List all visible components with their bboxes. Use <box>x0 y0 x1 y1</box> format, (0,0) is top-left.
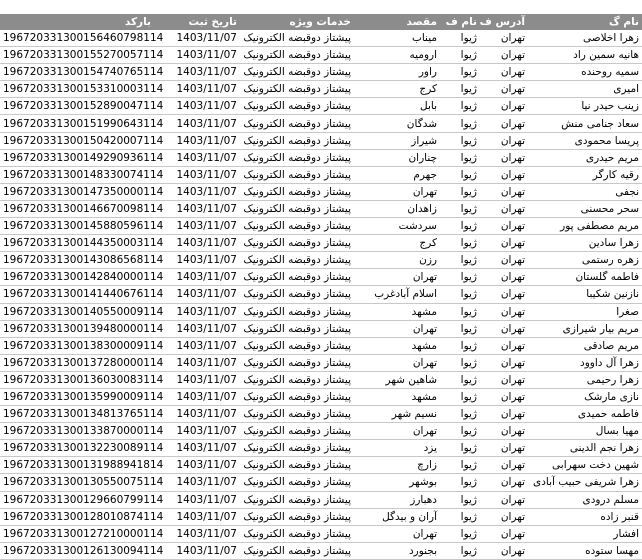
cell-service: پیشتاز دوقبضه الکترونیک <box>240 457 354 474</box>
table-row <box>0 166 642 183</box>
cell-recipient-name: پریسا محمودی <box>528 132 642 149</box>
cell-recipient-name: مریم مصطفی پور <box>528 218 642 235</box>
cell-destination: زارچ <box>354 457 440 474</box>
cell-sender-name: ژیوا <box>440 218 480 235</box>
cell-barcode: 196720331300147350000114 <box>0 183 154 200</box>
table-row <box>0 81 642 98</box>
cell-sender-address: تهران <box>480 371 528 388</box>
cell-recipient-name: مهیا بسال <box>528 423 642 440</box>
cell-sender-name: ژیوا <box>440 354 480 371</box>
header-barcode: بارکد <box>0 14 154 30</box>
cell-sender-name: ژیوا <box>440 388 480 405</box>
cell-sender-address: تهران <box>480 440 528 457</box>
cell-date: 1403/11/07 <box>154 354 240 371</box>
cell-barcode: 196720331300130550075114 <box>0 474 154 491</box>
cell-sender-name: ژیوا <box>440 303 480 320</box>
cell-destination: ارومیه <box>354 47 440 64</box>
header-date: تاریخ ثبت <box>154 14 240 30</box>
cell-sender-address: تهران <box>480 406 528 423</box>
cell-sender-address: تهران <box>480 354 528 371</box>
cell-destination: چناران <box>354 149 440 166</box>
cell-recipient-name: فاطمه گلستان <box>528 269 642 286</box>
cell-sender-name: ژیوا <box>440 149 480 166</box>
cell-sender-address: تهران <box>480 47 528 64</box>
cell-sender-address: تهران <box>480 200 528 217</box>
cell-recipient-name: مهسا ستوده <box>528 542 642 559</box>
cell-recipient-name: مریم صادقی <box>528 337 642 354</box>
table-row <box>0 354 642 371</box>
cell-destination: یزد <box>354 440 440 457</box>
cell-recipient-name: نازنین شکیبا <box>528 286 642 303</box>
table-row <box>0 388 642 405</box>
cell-barcode: 196720331300154740765114 <box>0 64 154 81</box>
table-row <box>0 269 642 286</box>
table-row <box>0 98 642 115</box>
cell-recipient-name: سحر محسنی <box>528 200 642 217</box>
cell-service: پیشتاز دوقبضه الکترونیک <box>240 218 354 235</box>
cell-destination: جهرم <box>354 166 440 183</box>
table-header <box>0 14 642 30</box>
cell-date: 1403/11/07 <box>154 337 240 354</box>
table-row <box>0 337 642 354</box>
cell-service: پیشتاز دوقبضه الکترونیک <box>240 525 354 542</box>
cell-date: 1403/11/07 <box>154 525 240 542</box>
cell-recipient-name: مریم حیدری <box>528 149 642 166</box>
cell-barcode: 196720331300139480000114 <box>0 320 154 337</box>
cell-service: پیشتاز دوقبضه الکترونیک <box>240 423 354 440</box>
cell-destination: آران و بیدگل <box>354 508 440 525</box>
cell-destination: تهران <box>354 354 440 371</box>
table-row <box>0 542 642 559</box>
cell-service: پیشتاز دوقبضه الکترونیک <box>240 474 354 491</box>
cell-sender-address: تهران <box>480 337 528 354</box>
cell-recipient-name: نجفی <box>528 183 642 200</box>
cell-date: 1403/11/07 <box>154 200 240 217</box>
cell-recipient-name: شهین دخت سهرابی <box>528 457 642 474</box>
cell-sender-address: تهران <box>480 508 528 525</box>
cell-recipient-name: زهرا نجم الدینی <box>528 440 642 457</box>
cell-service: پیشتاز دوقبضه الکترونیک <box>240 440 354 457</box>
cell-recipient-name: مسلم درودی <box>528 491 642 508</box>
cell-date: 1403/11/07 <box>154 371 240 388</box>
table-row <box>0 371 642 388</box>
cell-service: پیشتاز دوقبضه الکترونیک <box>240 371 354 388</box>
table-row <box>0 303 642 320</box>
cell-sender-address: تهران <box>480 423 528 440</box>
cell-recipient-name: زهرا اخلاصی <box>528 30 642 47</box>
cell-destination: تهران <box>354 269 440 286</box>
cell-destination: نسیم شهر <box>354 406 440 423</box>
cell-sender-address: تهران <box>480 303 528 320</box>
cell-service: پیشتاز دوقبضه الکترونیک <box>240 286 354 303</box>
table-row <box>0 235 642 252</box>
cell-service: پیشتاز دوقبضه الکترونیک <box>240 542 354 559</box>
cell-service: پیشتاز دوقبضه الکترونیک <box>240 200 354 217</box>
header-recipient-name: نام گ <box>528 14 642 30</box>
cell-barcode: 196720331300144350003114 <box>0 235 154 252</box>
cell-service: پیشتاز دوقبضه الکترونیک <box>240 81 354 98</box>
cell-recipient-name: سمیه روحنده <box>528 64 642 81</box>
cell-date: 1403/11/07 <box>154 474 240 491</box>
cell-service: پیشتاز دوقبضه الکترونیک <box>240 47 354 64</box>
cell-date: 1403/11/07 <box>154 98 240 115</box>
cell-sender-name: ژیوا <box>440 406 480 423</box>
cell-service: پیشتاز دوقبضه الکترونیک <box>240 64 354 81</box>
cell-sender-name: ژیوا <box>440 235 480 252</box>
cell-barcode: 196720331300151990643114 <box>0 115 154 132</box>
cell-sender-address: تهران <box>480 320 528 337</box>
cell-sender-name: ژیوا <box>440 474 480 491</box>
cell-sender-name: ژیوا <box>440 525 480 542</box>
cell-service: پیشتاز دوقبضه الکترونیک <box>240 337 354 354</box>
table-row <box>0 115 642 132</box>
cell-recipient-name: هانیه سمین راد <box>528 47 642 64</box>
cell-sender-name: ژیوا <box>440 320 480 337</box>
cell-barcode: 196720331300135990009114 <box>0 388 154 405</box>
cell-service: پیشتاز دوقبضه الکترونیک <box>240 388 354 405</box>
cell-barcode: 196720331300150420007114 <box>0 132 154 149</box>
cell-date: 1403/11/07 <box>154 457 240 474</box>
table-row <box>0 474 642 491</box>
header-row <box>0 14 642 30</box>
cell-barcode: 196720331300136030083114 <box>0 371 154 388</box>
cell-barcode: 196720331300134813765114 <box>0 406 154 423</box>
cell-barcode: 196720331300141440676114 <box>0 286 154 303</box>
cell-recipient-name: زهرا رحیمی <box>528 371 642 388</box>
cell-barcode: 196720331300155270057114 <box>0 47 154 64</box>
cell-barcode: 196720331300153310003114 <box>0 81 154 98</box>
table-row <box>0 525 642 542</box>
cell-destination: مشهد <box>354 388 440 405</box>
cell-date: 1403/11/07 <box>154 64 240 81</box>
cell-destination: تهران <box>354 423 440 440</box>
cell-destination: شدگان <box>354 115 440 132</box>
cell-destination: تهران <box>354 320 440 337</box>
cell-sender-address: تهران <box>480 286 528 303</box>
cell-destination: دهبارز <box>354 491 440 508</box>
cell-service: پیشتاز دوقبضه الکترونیک <box>240 269 354 286</box>
cell-destination: تهران <box>354 525 440 542</box>
cell-sender-name: ژیوا <box>440 286 480 303</box>
cell-sender-name: ژیوا <box>440 337 480 354</box>
cell-date: 1403/11/07 <box>154 47 240 64</box>
cell-recipient-name: مریم بیار شیرازی <box>528 320 642 337</box>
cell-barcode: 196720331300152890047114 <box>0 98 154 115</box>
cell-sender-name: ژیوا <box>440 457 480 474</box>
cell-sender-address: تهران <box>480 388 528 405</box>
header-sender-address: آدرس ف <box>480 14 528 30</box>
cell-date: 1403/11/07 <box>154 30 240 47</box>
cell-sender-address: تهران <box>480 269 528 286</box>
cell-service: پیشتاز دوقبضه الکترونیک <box>240 132 354 149</box>
cell-sender-name: ژیوا <box>440 30 480 47</box>
cell-date: 1403/11/07 <box>154 218 240 235</box>
table-row <box>0 406 642 423</box>
cell-sender-address: تهران <box>480 81 528 98</box>
cell-sender-address: تهران <box>480 218 528 235</box>
cell-destination: رزن <box>354 252 440 269</box>
cell-service: پیشتاز دوقبضه الکترونیک <box>240 149 354 166</box>
header-sender-name: نام ف <box>440 14 480 30</box>
cell-date: 1403/11/07 <box>154 115 240 132</box>
cell-sender-address: تهران <box>480 252 528 269</box>
cell-date: 1403/11/07 <box>154 269 240 286</box>
cell-sender-name: ژیوا <box>440 132 480 149</box>
cell-sender-name: ژیوا <box>440 252 480 269</box>
cell-service: پیشتاز دوقبضه الکترونیک <box>240 508 354 525</box>
table-body <box>0 30 642 559</box>
cell-service: پیشتاز دوقبضه الکترونیک <box>240 406 354 423</box>
cell-date: 1403/11/07 <box>154 491 240 508</box>
cell-date: 1403/11/07 <box>154 542 240 559</box>
cell-sender-name: ژیوا <box>440 542 480 559</box>
cell-sender-name: ژیوا <box>440 440 480 457</box>
cell-sender-name: ژیوا <box>440 115 480 132</box>
cell-sender-address: تهران <box>480 30 528 47</box>
cell-sender-name: ژیوا <box>440 508 480 525</box>
cell-recipient-name: زهرا آل داوود <box>528 354 642 371</box>
table-row <box>0 508 642 525</box>
cell-recipient-name: نازی مارشک <box>528 388 642 405</box>
cell-barcode: 196720331300143086568114 <box>0 252 154 269</box>
cell-service: پیشتاز دوقبضه الکترونیک <box>240 183 354 200</box>
cell-sender-name: ژیوا <box>440 64 480 81</box>
cell-date: 1403/11/07 <box>154 132 240 149</box>
cell-barcode: 196720331300140550009114 <box>0 303 154 320</box>
cell-barcode: 196720331300126130094114 <box>0 542 154 559</box>
cell-destination: شاهین شهر <box>354 371 440 388</box>
cell-recipient-name: افشار <box>528 525 642 542</box>
table-row <box>0 149 642 166</box>
cell-recipient-name: زینب حیدر نیا <box>528 98 642 115</box>
cell-sender-name: ژیوا <box>440 200 480 217</box>
table-row <box>0 200 642 217</box>
cell-destination: بابل <box>354 98 440 115</box>
cell-date: 1403/11/07 <box>154 81 240 98</box>
cell-date: 1403/11/07 <box>154 286 240 303</box>
cell-service: پیشتاز دوقبضه الکترونیک <box>240 98 354 115</box>
cell-sender-address: تهران <box>480 132 528 149</box>
cell-barcode: 196720331300142840000114 <box>0 269 154 286</box>
cell-destination: مشهد <box>354 303 440 320</box>
cell-date: 1403/11/07 <box>154 320 240 337</box>
cell-service: پیشتاز دوقبضه الکترونیک <box>240 491 354 508</box>
cell-destination: کرج <box>354 81 440 98</box>
cell-sender-name: ژیوا <box>440 423 480 440</box>
cell-sender-name: ژیوا <box>440 98 480 115</box>
cell-service: پیشتاز دوقبضه الکترونیک <box>240 354 354 371</box>
cell-recipient-name: زهره رستمی <box>528 252 642 269</box>
cell-destination: زاهدان <box>354 200 440 217</box>
cell-date: 1403/11/07 <box>154 440 240 457</box>
table-row <box>0 286 642 303</box>
shipment-table <box>0 14 642 560</box>
cell-recipient-name: امیری <box>528 81 642 98</box>
table-row <box>0 64 642 81</box>
table-row <box>0 252 642 269</box>
cell-date: 1403/11/07 <box>154 388 240 405</box>
table-row <box>0 440 642 457</box>
table-row <box>0 30 642 47</box>
cell-sender-address: تهران <box>480 491 528 508</box>
cell-sender-name: ژیوا <box>440 491 480 508</box>
cell-date: 1403/11/07 <box>154 508 240 525</box>
cell-sender-name: ژیوا <box>440 371 480 388</box>
cell-destination: بوشهر <box>354 474 440 491</box>
cell-recipient-name: فاطمه حمیدی <box>528 406 642 423</box>
table-row <box>0 457 642 474</box>
cell-barcode: 196720331300129660799114 <box>0 491 154 508</box>
cell-barcode: 196720331300146670098114 <box>0 200 154 217</box>
cell-destination: راور <box>354 64 440 81</box>
cell-sender-address: تهران <box>480 166 528 183</box>
cell-sender-name: ژیوا <box>440 81 480 98</box>
cell-date: 1403/11/07 <box>154 423 240 440</box>
table-row <box>0 132 642 149</box>
cell-sender-address: تهران <box>480 183 528 200</box>
cell-barcode: 196720331300127210000114 <box>0 525 154 542</box>
cell-recipient-name: صغرا <box>528 303 642 320</box>
cell-sender-name: ژیوا <box>440 166 480 183</box>
cell-destination: شیراز <box>354 132 440 149</box>
cell-date: 1403/11/07 <box>154 166 240 183</box>
cell-sender-name: ژیوا <box>440 47 480 64</box>
cell-date: 1403/11/07 <box>154 235 240 252</box>
table-row <box>0 47 642 64</box>
cell-sender-name: ژیوا <box>440 269 480 286</box>
cell-sender-address: تهران <box>480 474 528 491</box>
cell-service: پیشتاز دوقبضه الکترونیک <box>240 166 354 183</box>
cell-destination: سردشت <box>354 218 440 235</box>
cell-destination: مشهد <box>354 337 440 354</box>
cell-destination: کرج <box>354 235 440 252</box>
cell-recipient-name: قنبر زاده <box>528 508 642 525</box>
cell-sender-address: تهران <box>480 115 528 132</box>
cell-barcode: 196720331300149290936114 <box>0 149 154 166</box>
cell-sender-address: تهران <box>480 457 528 474</box>
table-row <box>0 423 642 440</box>
cell-date: 1403/11/07 <box>154 303 240 320</box>
cell-sender-address: تهران <box>480 235 528 252</box>
table-row <box>0 491 642 508</box>
cell-sender-address: تهران <box>480 98 528 115</box>
cell-barcode: 196720331300145880596114 <box>0 218 154 235</box>
cell-sender-address: تهران <box>480 525 528 542</box>
table-row <box>0 218 642 235</box>
cell-service: پیشتاز دوقبضه الکترونیک <box>240 115 354 132</box>
table-row <box>0 183 642 200</box>
cell-recipient-name: زهرا شریفی حبیب آبادی <box>528 474 642 491</box>
cell-recipient-name: زهرا سادین <box>528 235 642 252</box>
cell-barcode: 196720331300137280000114 <box>0 354 154 371</box>
cell-sender-address: تهران <box>480 542 528 559</box>
cell-service: پیشتاز دوقبضه الکترونیک <box>240 320 354 337</box>
cell-barcode: 196720331300131988941814 <box>0 457 154 474</box>
cell-destination: تهران <box>354 183 440 200</box>
cell-barcode: 196720331300148330074114 <box>0 166 154 183</box>
cell-barcode: 196720331300133870000114 <box>0 423 154 440</box>
header-service: خدمات ویژه <box>240 14 354 30</box>
cell-service: پیشتاز دوقبضه الکترونیک <box>240 252 354 269</box>
cell-barcode: 196720331300156460798114 <box>0 30 154 47</box>
cell-barcode: 196720331300128010874114 <box>0 508 154 525</box>
cell-barcode: 196720331300138300009114 <box>0 337 154 354</box>
cell-sender-address: تهران <box>480 64 528 81</box>
cell-service: پیشتاز دوقبضه الکترونیک <box>240 30 354 47</box>
header-destination: مقصد <box>354 14 440 30</box>
cell-service: پیشتاز دوقبضه الکترونیک <box>240 303 354 320</box>
cell-service: پیشتاز دوقبضه الکترونیک <box>240 235 354 252</box>
cell-date: 1403/11/07 <box>154 252 240 269</box>
cell-destination: بجنورد <box>354 542 440 559</box>
table-row <box>0 320 642 337</box>
cell-recipient-name: سعاد جنامی منش <box>528 115 642 132</box>
cell-date: 1403/11/07 <box>154 406 240 423</box>
cell-date: 1403/11/07 <box>154 183 240 200</box>
cell-sender-address: تهران <box>480 149 528 166</box>
cell-barcode: 196720331300132230089114 <box>0 440 154 457</box>
cell-recipient-name: رقیه کارگر <box>528 166 642 183</box>
cell-date: 1403/11/07 <box>154 149 240 166</box>
cell-destination: میناب <box>354 30 440 47</box>
cell-sender-name: ژیوا <box>440 183 480 200</box>
cell-destination: اسلام آبادغرب <box>354 286 440 303</box>
